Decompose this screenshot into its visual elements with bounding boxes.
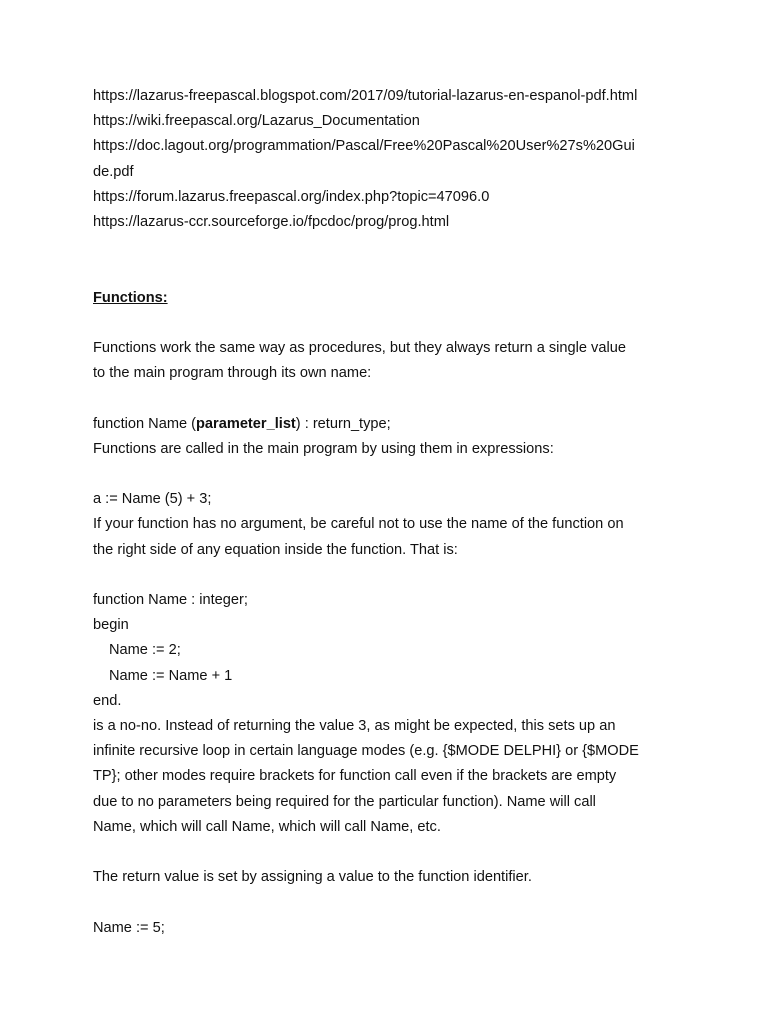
declaration-parameter-list: parameter_list	[196, 415, 296, 432]
code-line-assign: Name := 2;	[109, 642, 181, 659]
example-expression: a := Name (5) + 3;	[93, 491, 212, 508]
code-line-recursive: Name := Name + 1	[109, 667, 233, 684]
intro-line-2: to the main program through its own name:	[93, 365, 372, 382]
explanation-line-5: Name, which will call Name, which will call Name, etc.	[93, 818, 441, 835]
warning-line-1: If your function has no argument, be careful not to use the name of the function on	[93, 516, 624, 533]
spacer	[93, 386, 683, 411]
assignment-example: Name := 5;	[93, 919, 165, 936]
link-fpcdoc-prog[interactable]: https://lazarus-ccr.sourceforge.io/fpcdoc/prog/prog.html	[93, 214, 450, 231]
link-lagout-guide[interactable]: https://doc.lagout.org/programmation/Pascal/Free%20Pascal%20User%27s%20Gui	[93, 138, 635, 155]
declaration-prefix: function Name (	[93, 415, 197, 432]
code-line-begin: begin	[93, 617, 129, 634]
spacer	[93, 260, 683, 285]
intro-line-1: Functions work the same way as procedures, but they always return a single value	[93, 339, 626, 356]
explanation-line-2: infinite recursive loop in certain language modes (e.g. {$MODE DELPHI} or {$MODE	[93, 743, 639, 760]
spacer	[93, 311, 683, 336]
link-lagout-guide-continued[interactable]: de.pdf	[93, 163, 134, 180]
spacer	[93, 890, 683, 915]
called-text: Functions are called in the main program by using them in expressions:	[93, 440, 554, 457]
code-example	[93, 588, 683, 714]
declaration-suffix: ) : return_type;	[295, 415, 391, 432]
spacer	[93, 235, 683, 260]
code-line-header: function Name : integer;	[93, 591, 248, 608]
function-declaration	[93, 412, 683, 437]
code-line-end: end.	[93, 692, 122, 709]
document-page	[93, 84, 683, 941]
return-value-text: The return value is set by assigning a value to the function identifier.	[93, 869, 532, 886]
explanation-line-1: is a no-no. Instead of returning the value 3, as might be expected, this sets up an	[93, 717, 616, 734]
spacer	[93, 563, 683, 588]
link-freepascal-wiki[interactable]: https://wiki.freepascal.org/Lazarus_Documentation	[93, 113, 420, 130]
warning-line-2: the right side of any equation inside the function. That is:	[93, 541, 458, 558]
spacer	[93, 840, 683, 865]
reference-links	[93, 84, 683, 235]
explanation-line-4: due to no parameters being required for the particular function). Name will call	[93, 793, 596, 810]
section-heading: Functions:	[93, 289, 168, 306]
link-lazarus-blogspot[interactable]: https://lazarus-freepascal.blogspot.com/2017/09/tutorial-lazarus-en-espanol-pdf.html	[93, 88, 638, 104]
explanation-line-3: TP}; other modes require brackets for function call even if the brackets are empty	[93, 768, 617, 785]
link-lazarus-forum[interactable]: https://forum.lazarus.freepascal.org/index.php?topic=47096.0	[93, 188, 490, 205]
spacer	[93, 462, 683, 487]
